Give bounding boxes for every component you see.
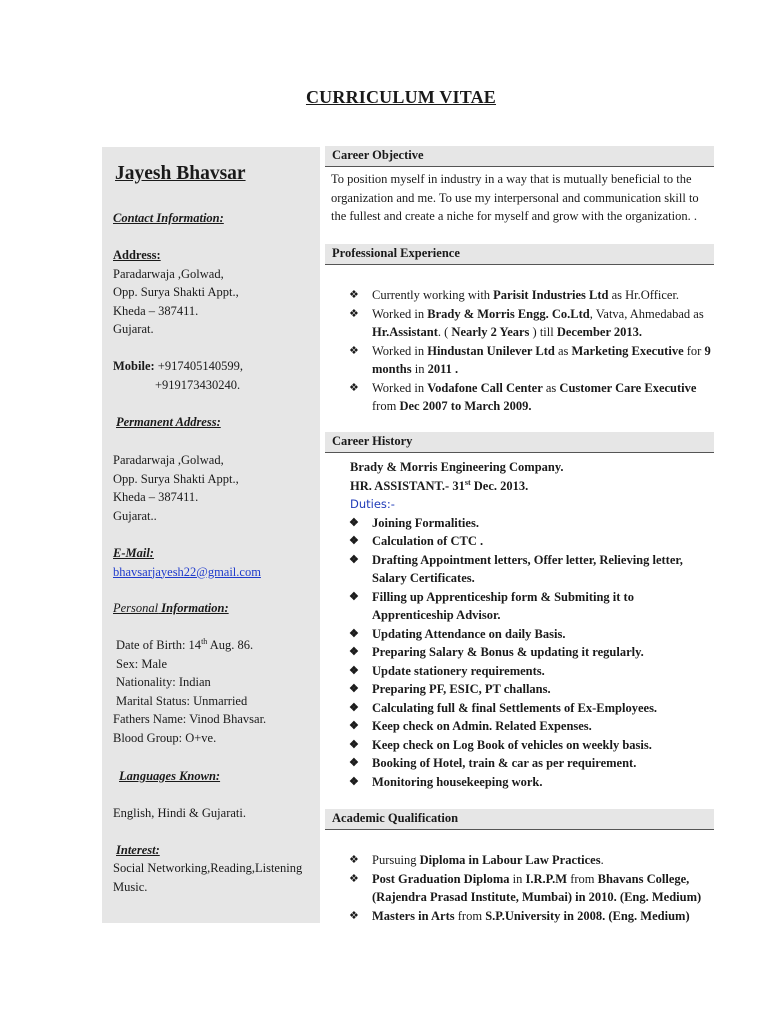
interest-line: Music. bbox=[113, 879, 148, 894]
diamond-bullet-icon: ❖ bbox=[349, 590, 359, 603]
permanent-address-heading: Permanent Address: bbox=[116, 415, 221, 429]
diamond-bullet-icon: ❖ bbox=[349, 535, 359, 547]
career-history-block bbox=[325, 458, 714, 791]
personal-sidebar bbox=[102, 147, 320, 923]
list-item: ❖ Pursuing Diploma in Labour Law Practices. bbox=[325, 851, 714, 870]
diamond-bullet-icon: ❖ bbox=[349, 738, 359, 751]
duty-item: ❖ Keep check on Admin. Related Expenses. bbox=[325, 717, 714, 736]
address-block bbox=[113, 246, 318, 339]
address-line: Gujarat.. bbox=[113, 508, 157, 523]
languages-text: English, Hindi & Gujarati. bbox=[113, 806, 246, 820]
personal-info-block-2 bbox=[113, 710, 318, 747]
duty-item: ❖ Calculation of CTC . bbox=[325, 532, 714, 551]
diamond-bullet-icon: ❖ bbox=[349, 720, 359, 732]
academic-qualification-heading: Academic Qualification bbox=[325, 809, 714, 830]
professional-experience-heading: Professional Experience bbox=[325, 244, 714, 265]
career-objective-heading: Career Objective bbox=[325, 146, 714, 167]
career-history-heading: Career History bbox=[325, 432, 714, 453]
interest-block bbox=[113, 859, 318, 896]
diamond-bullet-icon: ❖ bbox=[349, 775, 359, 788]
address-line: Paradarwaja ,Golwad, bbox=[113, 266, 224, 281]
mobile-number: +919173430240. bbox=[155, 377, 241, 392]
academic-qualification-list bbox=[325, 851, 714, 925]
diamond-bullet-icon: ❖ bbox=[349, 909, 359, 922]
personal-line: Marital Status: Unmarried bbox=[116, 693, 248, 708]
duty-item: ❖ Updating Attendance on daily Basis. bbox=[325, 625, 714, 644]
duty-item: ❖ Drafting Appointment letters, Offer letter, Relieving letter, Salary Certificates. bbox=[349, 552, 683, 585]
email-label: E-Mail: bbox=[113, 546, 154, 560]
position-line: HR. ASSISTANT.- 31st Dec. 2013. bbox=[350, 477, 529, 493]
duty-item: ❖ Filling up Apprenticeship form & Submiting it to Apprenticeship Advisor. bbox=[349, 589, 634, 622]
professional-experience-list bbox=[325, 286, 714, 416]
document-title: CURRICULUM VITAE bbox=[305, 87, 497, 107]
diamond-bullet-icon: ❖ bbox=[349, 854, 359, 866]
list-item: ❖ Worked in Vodafone Call Center as Customer Care Executive from Dec 2007 to March 2009. bbox=[349, 380, 697, 413]
address-label: Address: bbox=[113, 248, 161, 262]
list-item: ❖ Worked in Brady & Morris Engg. Co.Ltd, Vatva, Ahmedabad as Hr.Assistant. ( Nearly 2 Years ) till December 2013. bbox=[349, 306, 704, 339]
diamond-bullet-icon: ❖ bbox=[349, 553, 359, 566]
personal-info-block bbox=[116, 636, 321, 710]
personal-line: Fathers Name: Vinod Bhavsar. bbox=[113, 712, 267, 726]
permanent-address-block bbox=[113, 451, 318, 525]
diamond-bullet-icon: ❖ bbox=[349, 757, 359, 769]
contact-heading: Contact Information: bbox=[113, 211, 224, 225]
address-line: Kheda – 387411. bbox=[113, 303, 199, 318]
duty-item: ❖ Keep check on Log Book of vehicles on weekly basis. bbox=[325, 736, 714, 755]
email-link[interactable]: bhavsarjayesh22@gmail.com bbox=[113, 564, 261, 579]
personal-line: Blood Group: O+ve. bbox=[113, 730, 217, 745]
diamond-bullet-icon: ❖ bbox=[349, 344, 359, 357]
diamond-bullet-icon: ❖ bbox=[349, 381, 359, 394]
list-item: ❖ Currently working with Parisit Industries Ltd as Hr.Officer. bbox=[325, 286, 714, 305]
duty-item: ❖ Booking of Hotel, train & car as per requirement. bbox=[325, 754, 714, 773]
diamond-bullet-icon: ❖ bbox=[349, 701, 359, 714]
address-line: Kheda – 387411. bbox=[113, 490, 199, 504]
address-line: Opp. Surya Shakti Appt., bbox=[113, 285, 239, 299]
date-of-birth: Date of Birth: 14th Aug. 86. bbox=[116, 636, 254, 652]
duty-item: ❖ Preparing PF, ESIC, PT challans. bbox=[325, 680, 714, 699]
personal-line: Nationality: Indian bbox=[116, 675, 211, 689]
list-item: ❖ Post Graduation Diploma in I.R.P.M from Bhavans College, (Rajendra Prasad Institute, Mumbai) in 2010. (Eng. Medium) bbox=[349, 871, 702, 904]
address-line: Gujarat. bbox=[113, 322, 154, 336]
personal-line: Sex: Male bbox=[116, 656, 168, 671]
diamond-bullet-icon: ❖ bbox=[349, 289, 359, 301]
address-line: Paradarwaja ,Golwad, bbox=[113, 453, 224, 467]
languages-heading: Languages Known: bbox=[119, 769, 221, 783]
diamond-bullet-icon: ❖ bbox=[349, 872, 359, 885]
diamond-bullet-icon: ❖ bbox=[349, 516, 359, 529]
interest-line: Social Networking,Reading,Listening bbox=[113, 861, 303, 875]
mobile-number: +917405140599, bbox=[157, 359, 243, 373]
duty-item: ❖ Calculating full & final Settlements of Ex-Employees. bbox=[325, 699, 714, 718]
list-item: ❖ Masters in Arts from S.P.University in 2008. (Eng. Medium) bbox=[325, 907, 714, 926]
candidate-name: Jayesh Bhavsar bbox=[115, 163, 246, 184]
duty-item: ❖ Update stationery requirements. bbox=[325, 662, 714, 681]
email-block bbox=[113, 544, 318, 581]
company-name: Brady & Morris Engineering Company. bbox=[350, 460, 564, 474]
interest-heading: Interest: bbox=[116, 843, 160, 857]
diamond-bullet-icon: ❖ bbox=[349, 683, 359, 695]
personal-info-heading: Personal Information: bbox=[113, 601, 229, 615]
address-line: Opp. Surya Shakti Appt., bbox=[113, 471, 239, 486]
duties-label: Duties:- bbox=[350, 497, 395, 511]
duty-item: ❖ Monitoring housekeeping work. bbox=[325, 773, 714, 792]
diamond-bullet-icon: ❖ bbox=[349, 307, 359, 320]
mobile-label: Mobile: bbox=[113, 359, 155, 373]
diamond-bullet-icon: ❖ bbox=[349, 627, 359, 640]
career-objective-text: To position myself in industry in a way that is mutually beneficial to the organization and me. To use my interpersonal and communication skill to the fullest and create a niche for myself and grow with the organization. . bbox=[331, 172, 699, 223]
duty-item: ❖ Preparing Salary & Bonus & updating it regularly. bbox=[325, 643, 714, 662]
list-item: ❖ Worked in Hindustan Unilever Ltd as Marketing Executive for 9 months in 2011 . bbox=[349, 343, 711, 376]
mobile-block bbox=[113, 357, 318, 394]
diamond-bullet-icon: ❖ bbox=[349, 664, 359, 677]
duty-item: ❖ Joining Formalities. bbox=[325, 514, 714, 533]
diamond-bullet-icon: ❖ bbox=[349, 646, 359, 658]
